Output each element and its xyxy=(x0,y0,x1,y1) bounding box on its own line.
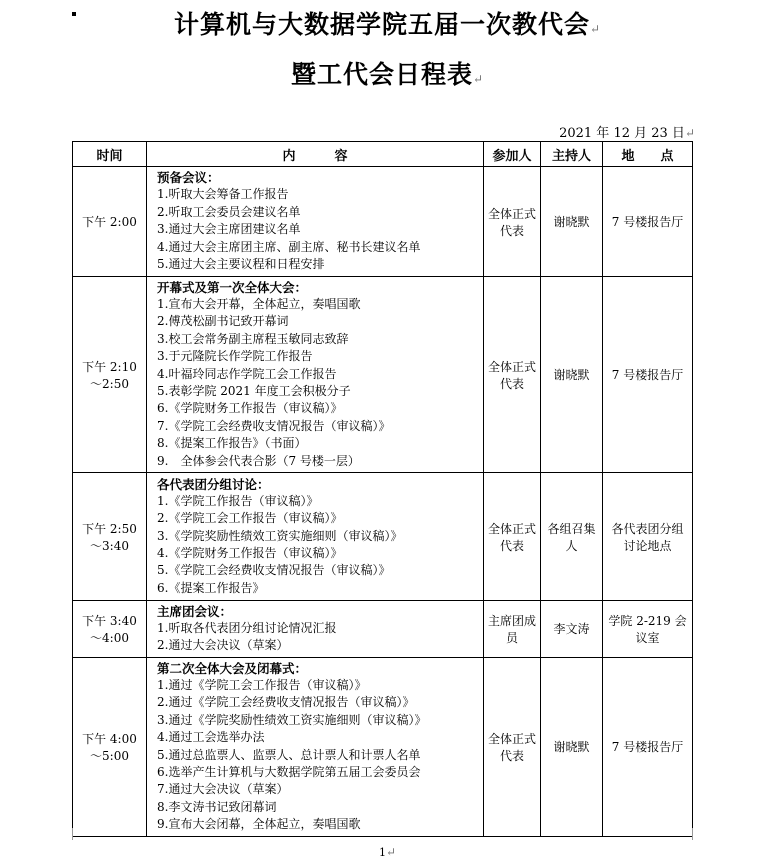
agenda-item: 4.通过工会选举办法 xyxy=(157,730,265,745)
table-row xyxy=(73,601,693,658)
time-cell: 下午 2:50～3:40 xyxy=(73,473,147,601)
agenda-item: 2.《学院工会工作报告（审议稿）》 xyxy=(157,511,343,526)
agenda-item: 9. 全体参会代表合影（7 号楼一层） xyxy=(157,453,360,468)
location-cell: 学院 2-219 会议室 xyxy=(603,601,693,658)
paragraph-mark-icon: ↵ xyxy=(589,22,602,36)
table-header-row xyxy=(73,142,693,167)
title-line-2: 暨工代会日程表 xyxy=(290,60,473,89)
agenda-item: 1.宣布大会开幕，全体起立，奏唱国歌 xyxy=(157,297,361,311)
agenda-item: 6.选举产生计算机与大数据学院第五届工会委员会 xyxy=(157,764,421,779)
agenda-item: 1.通过《学院工会工作报告（审议稿）》 xyxy=(157,677,367,692)
section-heading: 预备会议： xyxy=(157,170,220,186)
page-number: 1 xyxy=(378,846,386,859)
section-heading: 主席团会议： xyxy=(157,604,233,620)
content-cell xyxy=(147,601,484,658)
agenda-item: 3.《学院奖励性绩效工资实施细则（审议稿）》 xyxy=(157,528,403,543)
agenda-item: 8.《提案工作报告》（书面） xyxy=(157,436,307,451)
content-cell xyxy=(147,473,484,601)
content-wrapper xyxy=(151,277,479,472)
location-cell: 7 号楼报告厅 xyxy=(603,657,693,836)
participants-cell: 全体正式代表 xyxy=(484,657,541,836)
header-content: 内 容 xyxy=(147,142,484,167)
agenda-item: 6.《提案工作报告》 xyxy=(157,580,265,595)
host-cell: 谢晓默 xyxy=(541,167,603,277)
time-cell: 下午 3:40～4:00 xyxy=(73,601,147,658)
content-cell xyxy=(147,167,484,277)
time-cell: 下午 2:10～2:50 xyxy=(73,277,147,473)
section-heading: 第二次全体大会及闭幕式： xyxy=(157,660,308,676)
section-heading: 开幕式及第一次全体大会： xyxy=(157,280,308,295)
agenda-item: 9.宣布大会闭幕，全体起立，奏唱国歌 xyxy=(157,817,361,832)
document-title xyxy=(0,10,775,44)
agenda-item: 5.通过大会主要议程和日程安排 xyxy=(157,257,325,272)
agenda-item: 7.通过大会决议（草案） xyxy=(157,782,289,797)
agenda-item: 6.《学院财务工作报告（审议稿）》 xyxy=(157,401,343,416)
table-row xyxy=(73,657,693,836)
page-footer xyxy=(0,845,775,859)
agenda-item: 2.通过大会决议（草案） xyxy=(157,638,289,653)
content-wrapper xyxy=(151,474,479,599)
agenda-item: 4.叶福玲同志作学院工会工作报告 xyxy=(157,366,337,381)
agenda-item: 2.通过《学院工会经费收支情况报告（审议稿）》 xyxy=(157,695,415,710)
title-line-1: 计算机与大数据学院五届一次教代会 xyxy=(173,10,590,39)
crop-mark xyxy=(692,828,705,840)
agenda-item: 7.《学院工会经费收支情况报告（审议稿）》 xyxy=(157,418,391,433)
host-cell: 谢晓默 xyxy=(541,657,603,836)
time-cell: 下午 2:00 xyxy=(73,167,147,277)
agenda-item: 3.校工会常务副主席程玉敏同志致辞 xyxy=(157,331,349,346)
agenda-item: 1.听取大会筹备工作报告 xyxy=(157,187,289,202)
header-location: 地 点 xyxy=(603,142,693,167)
header-participants: 参加人 xyxy=(484,142,541,167)
participants-cell: 全体正式代表 xyxy=(484,277,541,473)
agenda-item: 3.于元隆院长作学院工作报告 xyxy=(157,349,313,364)
agenda-item: 8.李文涛书记致闭幕词 xyxy=(157,799,277,814)
participants-cell: 全体正式代表 xyxy=(484,473,541,601)
agenda-item: 1.《学院工作报告（审议稿）》 xyxy=(157,493,319,508)
paragraph-mark-icon: ↵ xyxy=(385,845,397,859)
document-date xyxy=(559,122,695,141)
table-row xyxy=(73,277,693,473)
content-cell xyxy=(147,657,484,836)
location-cell: 7 号楼报告厅 xyxy=(603,277,693,473)
agenda-item: 5.表彰学院 2021 年度工会积极分子 xyxy=(157,384,351,399)
content-wrapper xyxy=(151,167,479,275)
host-cell: 各组召集人 xyxy=(541,473,603,601)
location-cell: 7 号楼报告厅 xyxy=(603,167,693,277)
section-heading: 各代表团分组讨论： xyxy=(157,476,270,492)
participants-cell: 全体正式代表 xyxy=(484,167,541,277)
agenda-item: 5.通过总监票人、监票人、总计票人和计票人名单 xyxy=(157,747,421,762)
location-cell: 各代表团分组讨论地点 xyxy=(603,473,693,601)
table-body xyxy=(73,167,693,837)
agenda-item: 3.通过大会主席团建议名单 xyxy=(157,222,301,237)
document-subtitle xyxy=(0,60,775,94)
content-wrapper xyxy=(151,601,479,657)
time-cell: 下午 4:00～5:00 xyxy=(73,657,147,836)
content-wrapper xyxy=(151,658,479,836)
host-cell: 李文涛 xyxy=(541,601,603,658)
participants-cell: 主席团成员 xyxy=(484,601,541,658)
schedule-table xyxy=(72,141,693,837)
table-row xyxy=(73,473,693,601)
table-row xyxy=(73,167,693,277)
header-host: 主持人 xyxy=(541,142,603,167)
agenda-item: 5.《学院工会经费收支情况报告（审议稿）》 xyxy=(157,563,391,578)
paragraph-mark-icon: ↵ xyxy=(472,72,485,86)
header-time: 时间 xyxy=(73,142,147,167)
date-text: 2021 年 12 月 23 日 xyxy=(559,126,685,141)
crop-mark xyxy=(60,828,73,840)
agenda-item: 4.《学院财务工作报告（审议稿）》 xyxy=(157,546,343,561)
agenda-item: 4.通过大会主席团主席、副主席、秘书长建议名单 xyxy=(157,239,421,254)
agenda-item: 1.听取各代表团分组讨论情况汇报 xyxy=(157,621,337,636)
paragraph-mark-icon: ↵ xyxy=(684,126,695,140)
host-cell: 谢晓默 xyxy=(541,277,603,473)
content-cell xyxy=(147,277,484,473)
agenda-item: 2.听取工会委员会建议名单 xyxy=(157,204,301,219)
agenda-item: 3.通过《学院奖励性绩效工资实施细则（审议稿）》 xyxy=(157,712,427,727)
agenda-item: 2.傅茂松副书记致开幕词 xyxy=(157,314,289,329)
